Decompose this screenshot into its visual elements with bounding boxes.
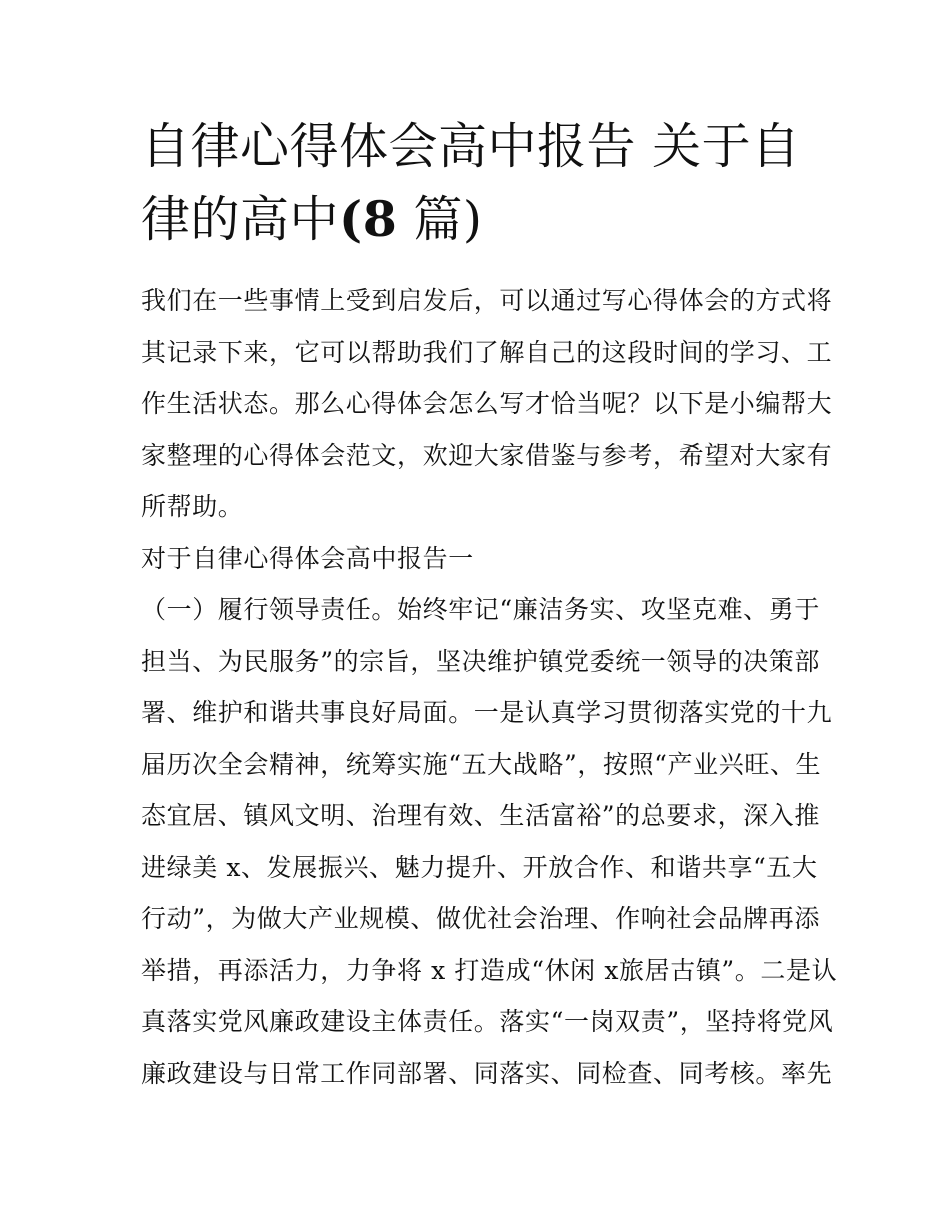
body-line: 行动”，为做大产业规模、做优社会治理、作响社会品牌再添	[141, 904, 820, 933]
title-line-2-prefix: 律的高中	[141, 191, 340, 248]
body-line: 举措，再添活力，力争将 x 打造成“休闲 x旅居古镇”。二是认	[141, 955, 838, 985]
body-line: 作生活状态。那么心得体会怎么写才恰当呢？以下是小编帮大	[141, 389, 833, 418]
body-line: 担当、为民服务”的宗旨，坚决维护镇党委统一领导的决策部	[141, 646, 820, 676]
document-body	[141, 281, 838, 1105]
body-line: 署、维护和谐共事良好局面。一是认真学习贯彻落实党的十九	[141, 698, 833, 727]
title-line-1: 自律心得体会高中报告 关于自	[141, 118, 801, 175]
body-line: 态宜居、镇风文明、治理有效、生活富裕”的总要求，深入推	[141, 801, 820, 830]
body-line: （一）履行领导责任。始终牢记“廉洁务实、攻坚克难、勇于	[141, 595, 820, 624]
title-line-2-suffix: 篇)	[413, 191, 483, 248]
body-line: 真落实党风廉政建设主体责任。落实“一岗双责”，坚持将党风	[141, 1007, 834, 1036]
body-line: 所帮助。	[141, 492, 244, 521]
body-line: 届历次全会精神，统筹实施“五大战略”，按照“产业兴旺、生	[141, 749, 822, 779]
title-line-2-count: (8	[339, 190, 398, 248]
body-line: 家整理的心得体会范文，欢迎大家借鉴与参考，希望对大家有	[141, 440, 833, 470]
body-line: 我们在一些事情上受到启发后，可以通过写心得体会的方式将	[141, 286, 833, 315]
body-line: 进绿美 x、发展振兴、魅力提升、开放合作、和谐共享“五大	[141, 852, 818, 882]
document-title	[141, 110, 821, 256]
section-heading: 对于自律心得体会高中报告一	[141, 543, 474, 573]
body-line: 其记录下来，它可以帮助我们了解自己的这段时间的学习、工	[141, 337, 833, 367]
body-line: 廉政建设与日常工作同部署、同落实、同检查、同考核。率先	[141, 1058, 833, 1088]
